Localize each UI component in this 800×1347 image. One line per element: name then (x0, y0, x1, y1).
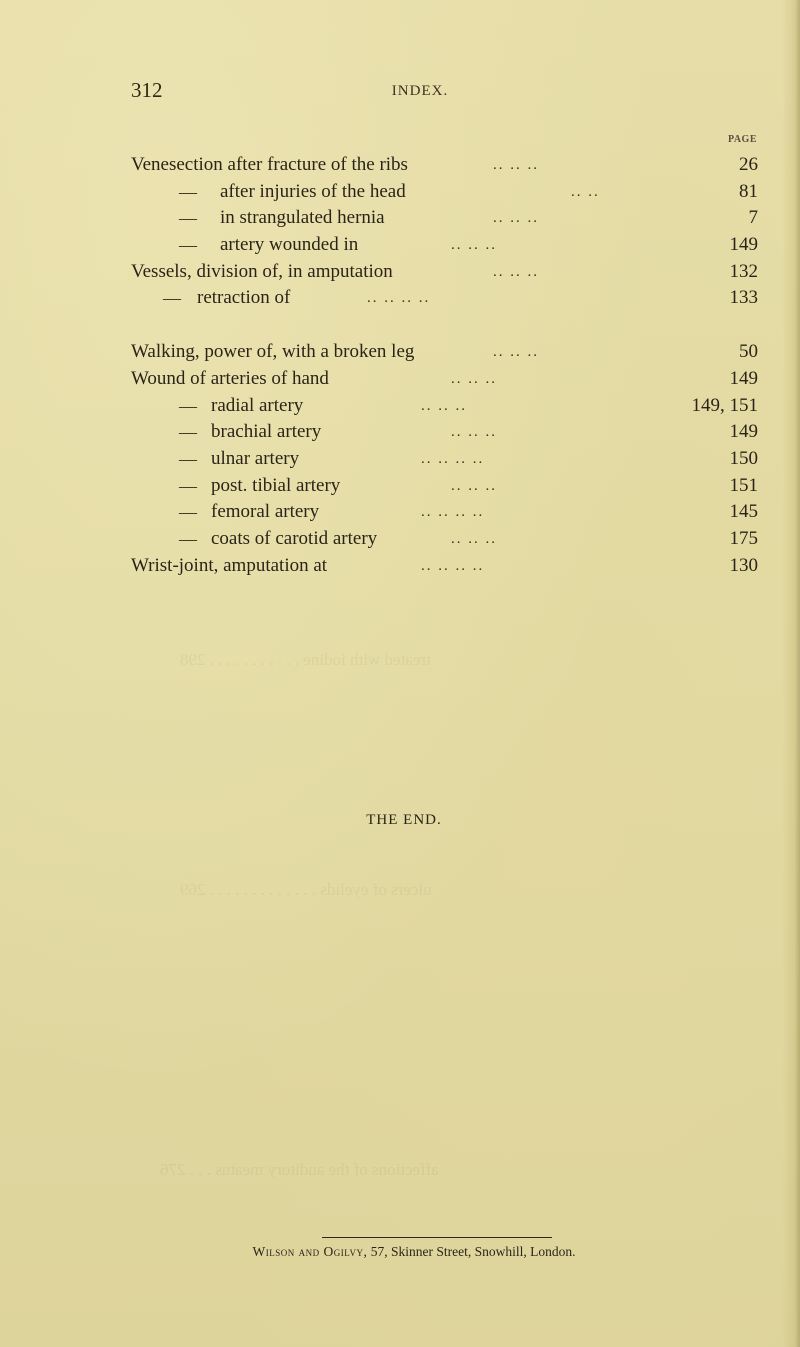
imprint-rule (322, 1237, 552, 1238)
index-subentry (131, 473, 758, 500)
index-subentry (131, 205, 758, 232)
index-term: radial artery (211, 394, 304, 416)
index-term: artery wounded in (220, 234, 359, 256)
index-term: after injuries of the head (220, 180, 406, 202)
index-page-ref: 132 (729, 260, 758, 282)
index-term: in strangulated hernia (220, 207, 385, 229)
ditto-dash: — (179, 502, 197, 523)
index-entry (131, 152, 758, 179)
index-term: femoral artery (211, 501, 320, 523)
index-subentry (131, 419, 758, 446)
group-spacer (131, 312, 758, 339)
index-page-ref: 145 (729, 501, 758, 523)
running-title: INDEX. (391, 83, 449, 99)
page-number: 312 (131, 78, 163, 102)
index-term: Wound of arteries of hand (131, 367, 329, 389)
dot-leader: .. .. .. .. (367, 290, 431, 307)
index-page-ref: 7 (748, 207, 758, 229)
dot-leader: .. .. .. .. (421, 557, 485, 574)
index-page-ref: 26 (739, 154, 758, 175)
index-term: retraction of (197, 287, 291, 309)
dot-leader: .. .. .. (451, 530, 497, 547)
printer-imprint (0, 1244, 800, 1260)
index-page-ref: 130 (729, 554, 758, 576)
index-subentry (131, 499, 758, 526)
ditto-dash: — (179, 235, 197, 256)
index-term: brachial artery (211, 421, 322, 443)
index-page-ref: 50 (739, 341, 758, 363)
index-term: ulnar artery (211, 447, 300, 469)
dot-leader: .. .. .. (493, 263, 539, 280)
dot-leader: .. .. .. (493, 344, 539, 361)
dot-leader: .. .. .. (451, 237, 497, 254)
page-column-label: PAGE (727, 134, 757, 145)
dot-leader: .. .. .. (493, 210, 539, 227)
index-entry (131, 553, 758, 580)
index-term: Walking, power of, with a broken leg (131, 341, 415, 363)
index-page-ref: 133 (729, 287, 758, 309)
index-subentry (131, 285, 758, 312)
printer-address: 57, Skinner Street, Snowhill, London. (367, 1244, 576, 1259)
index-subentry (131, 232, 758, 259)
ditto-dash: — (179, 181, 197, 202)
ditto-dash: — (179, 475, 197, 496)
index-page-ref: 149 (729, 421, 758, 443)
printer-name: Wilson and Ogilvy, (252, 1244, 368, 1259)
index-page-ref: 149 (729, 367, 758, 389)
index-subentry (131, 393, 758, 420)
index-page-ref: 81 (739, 180, 758, 202)
index-subentry (131, 446, 758, 473)
dot-leader: .. .. .. (421, 397, 467, 414)
ditto-dash: — (179, 422, 197, 443)
index-subentry (131, 179, 758, 206)
index-page-ref: 175 (729, 527, 758, 549)
index-page-ref: 151 (729, 474, 758, 496)
index-page-ref: 149 (729, 234, 758, 256)
dot-leader: .. .. .. .. (421, 450, 485, 467)
index-term: coats of carotid artery (211, 527, 378, 549)
dot-leader: .. .. (571, 183, 600, 200)
index-entry (131, 366, 758, 393)
dot-leader: .. .. .. (451, 370, 497, 387)
index-page-ref: 149, 151 (691, 394, 758, 416)
index-subentry (131, 526, 758, 553)
ditto-dash: — (163, 288, 181, 309)
index-term: Vessels, division of, in amputation (131, 260, 393, 282)
index-list (131, 152, 758, 579)
ditto-dash: — (179, 208, 197, 229)
show-through-text: ulcers of eyelids . . . . . . . . . . . . . 269 (180, 880, 432, 899)
dot-leader: .. .. .. .. (421, 504, 485, 521)
ditto-dash: — (179, 448, 197, 469)
dot-leader: .. .. .. (451, 477, 497, 494)
index-term: post. tibial artery (211, 474, 341, 496)
index-term: Venesection after fracture of the ribs (131, 154, 408, 175)
index-entry (131, 259, 758, 286)
running-head (0, 78, 800, 108)
the-end-heading: THE END. (366, 812, 442, 828)
index-entry (131, 339, 758, 366)
dot-leader: .. .. .. (451, 424, 497, 441)
page-edge-shadow (782, 0, 800, 1347)
ditto-dash: — (179, 528, 197, 549)
index-term: Wrist-joint, amputation at (131, 554, 328, 576)
ditto-dash: — (179, 395, 197, 416)
dot-leader: .. .. .. (493, 157, 539, 173)
index-page-ref: 150 (729, 447, 758, 469)
show-through-text: affections of the auditory meatus . . . 276 (160, 1160, 439, 1179)
show-through-text: treated with iodine . . . . . . . . . . . 298 (180, 650, 431, 669)
